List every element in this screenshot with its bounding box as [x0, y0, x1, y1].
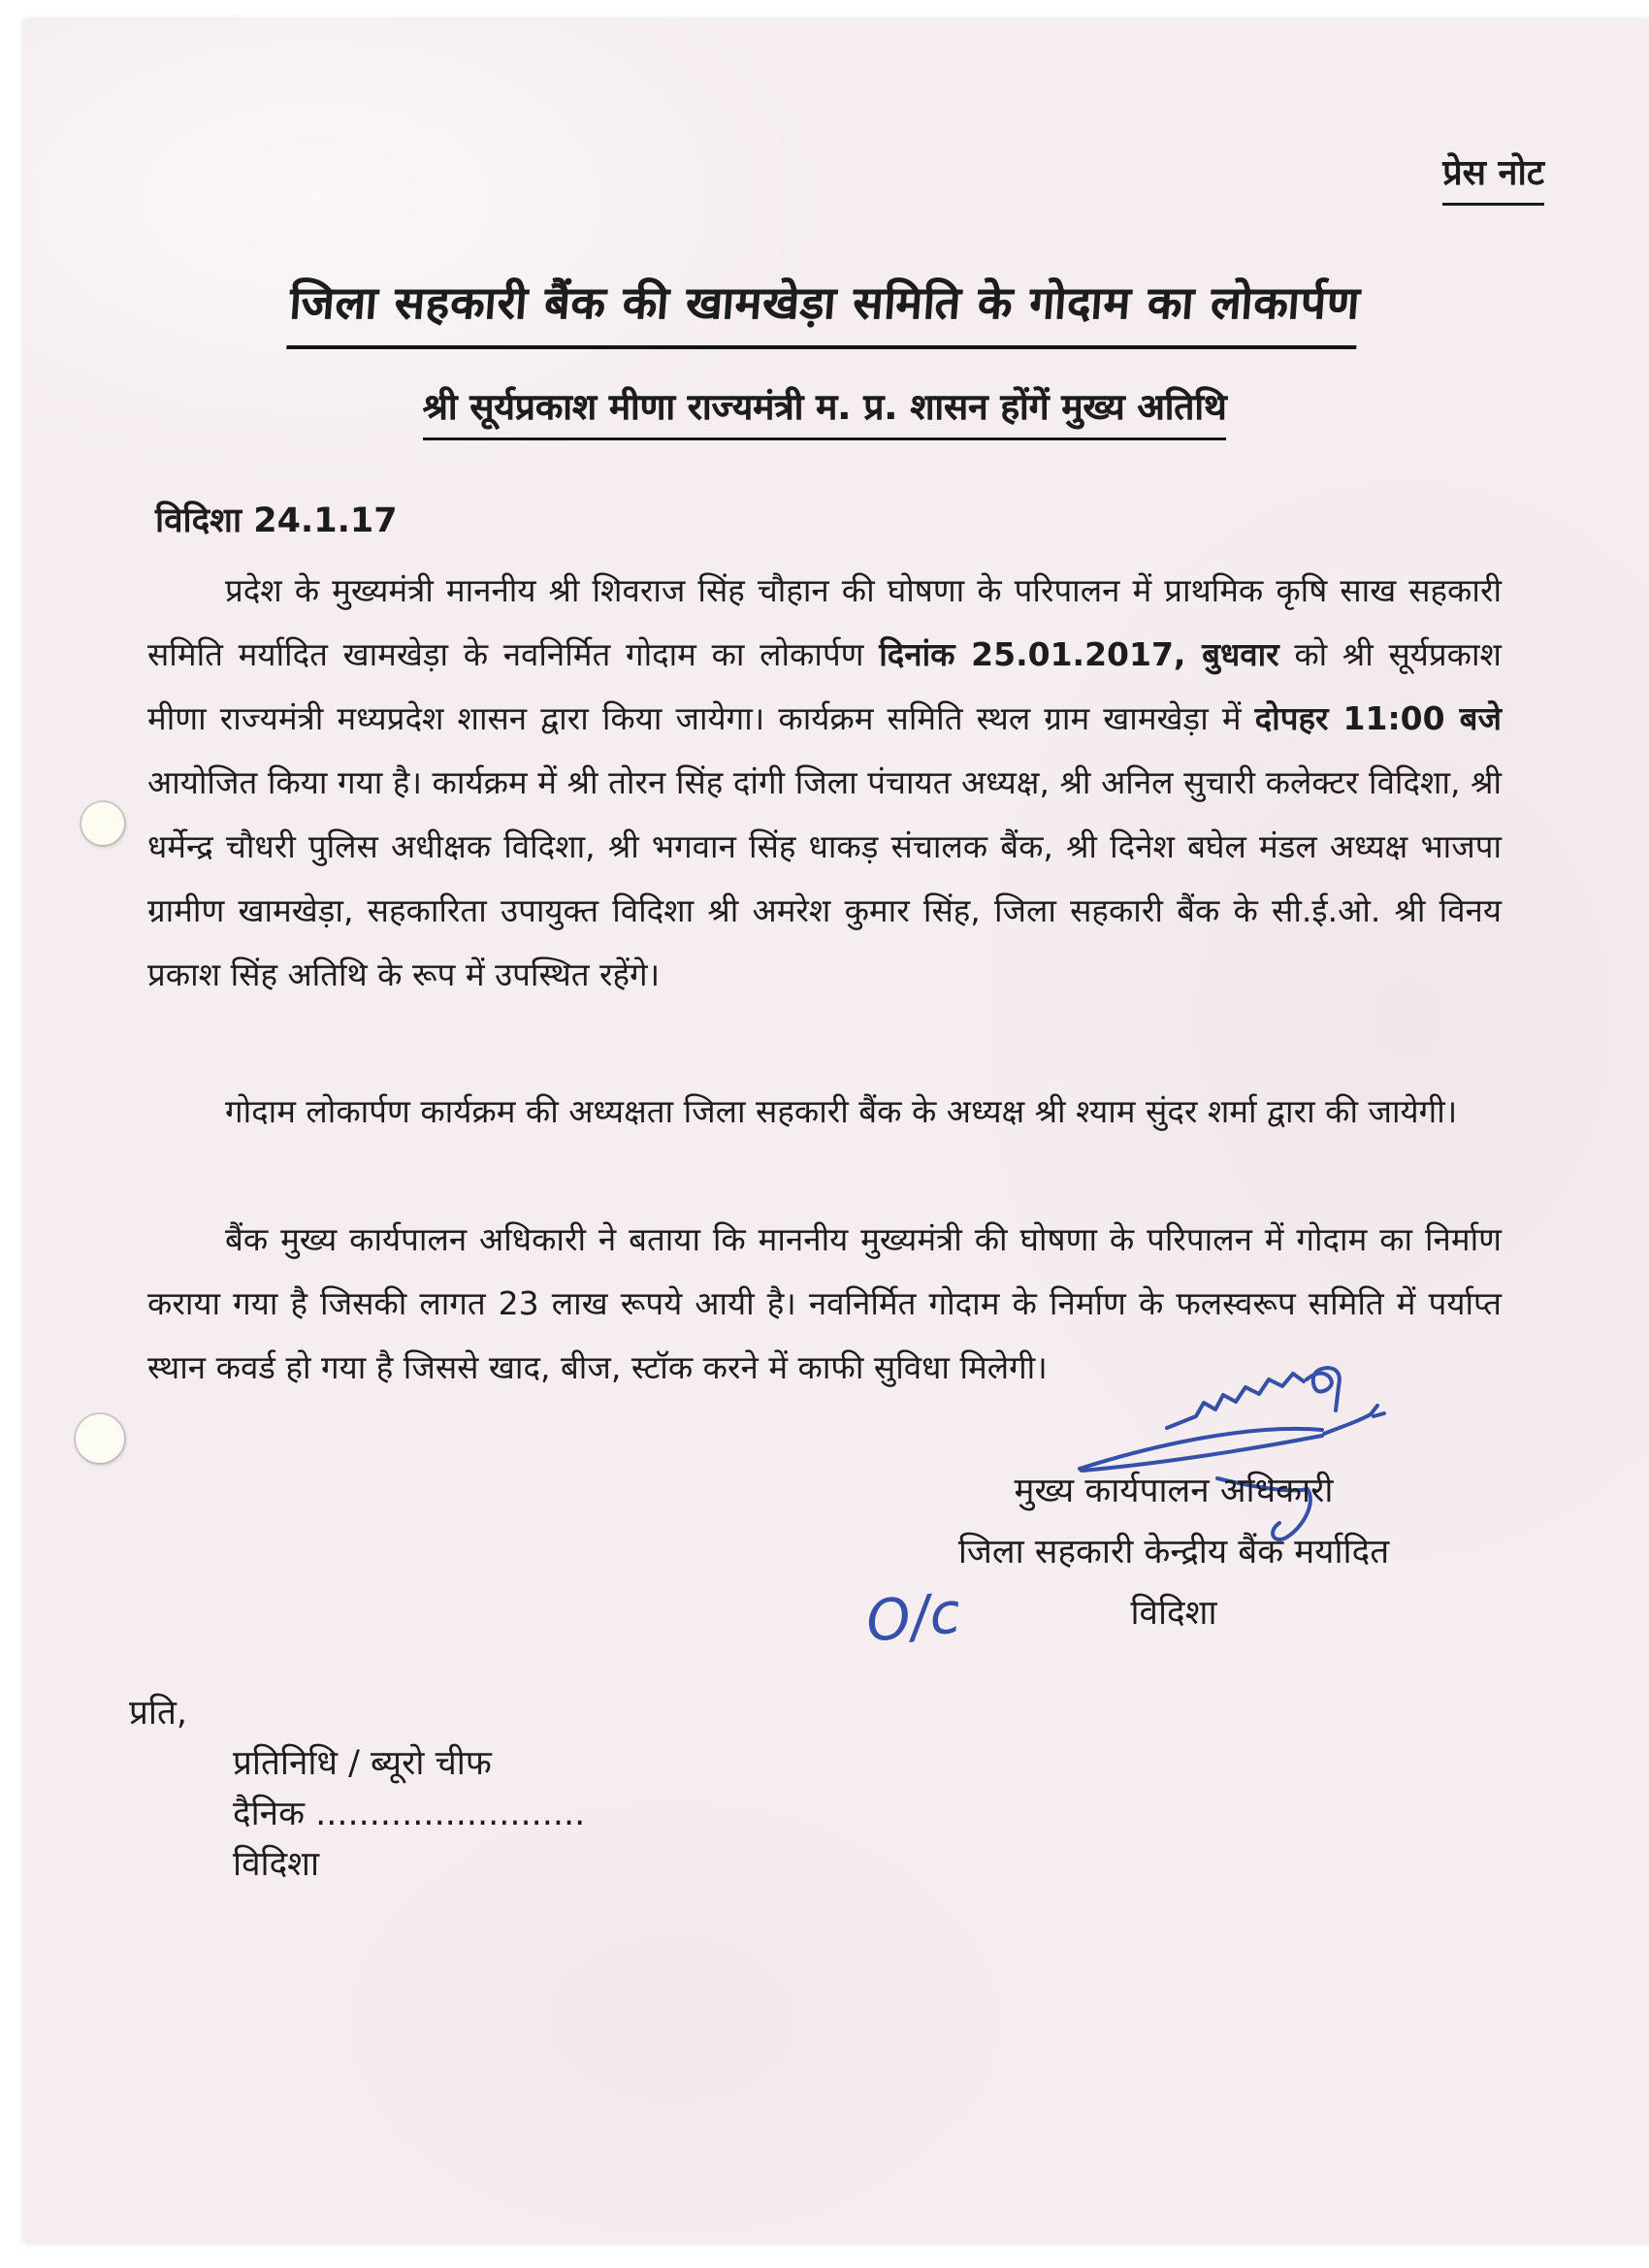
cc-block	[129, 1688, 585, 1890]
cc-place: विदिशा	[233, 1845, 320, 1884]
hole-punch-bottom	[76, 1414, 124, 1463]
signatory-place: विदिशा	[1130, 1594, 1217, 1633]
title-row	[0, 272, 1649, 349]
signatory-organization: जिला सहकारी केन्द्रीय बैंक मर्यादित	[957, 1533, 1390, 1571]
dateline: विदिशा 24.1.17	[155, 502, 398, 540]
body-paragraph-3: बैंक मुख्य कार्यपालन अधिकारी ने बताया कि माननीय मुख्यमंत्री की घोषणा के परिपालन में गोदाम का निर्माण कराया गया है जिसकी लागत 23 लाख रूपये आयी है। नवनिर्मित गोदाम के निर्माण के फलस्वरूप समिति में पर्याप्त स्थान कवर्ड हो गया है जिससे खाद, बीज, स्टॉक करने में काफी सुविधा मिलेगी।	[147, 1220, 1502, 1386]
subtitle-row	[0, 380, 1649, 440]
signature-block	[902, 1461, 1445, 1644]
document-title: जिला सहकारी बैंक की खामखेड़ा समिति के गोदाम का लोकार्पण	[286, 272, 1362, 349]
cc-recipient: प्रतिनिधि / ब्यूरो चीफ	[233, 1744, 492, 1783]
press-note-label: प्रेस नोट	[1442, 147, 1544, 206]
cc-daily-line: दैनिक .........................	[233, 1795, 586, 1833]
body-paragraph-1	[147, 559, 1502, 1007]
para1-segment-5: आयोजित किया गया है। कार्यक्रम में श्री तोरन सिंह दांगी जिला पंचायत अध्यक्ष, श्री अनिल सुचारी कलेक्टर विदिशा, श्री धर्मेन्द्र चौधरी पुलिस अधीक्षक विदिशा, श्री भगवान सिंह धाकड़ संचालक बैंक, श्री दिनेश बघेल मंडल अध्यक्ष भाजपा ग्रामीण खामखेड़ा, सहकारिता उपायुक्त विदिशा श्री अमरेश कुमार सिंह, जिला सहकारी बैंक के सी.ई.ओ. श्री विनय प्रकाश सिंह अतिथि के रूप में उपस्थित रहेंगे।	[147, 763, 1502, 993]
signatory-role: मुख्य कार्यपालन अधिकारी	[1014, 1472, 1334, 1510]
office-copy-handwritten-mark: O/c	[862, 1579, 964, 1655]
para1-segment-1: प्रदेश के मुख्यमंत्री माननीय श्री शिवराज सिंह चौहान की घोषणा के परिपालन में प्राथमिक कृषि साख सहकारी समिति मर्यादित खामखेड़ा के नवनिर्मित गोदाम का लोकार्पण	[147, 571, 1502, 673]
hole-punch-top	[81, 802, 124, 845]
para1-bold-date: दिनांक 25.01.2017, बुधवार	[879, 635, 1279, 673]
para1-bold-time: दोपहर 11:00 बजे	[1254, 699, 1503, 737]
document-subtitle: श्री सूर्यप्रकाश मीणा राज्यमंत्री म. प्र. शासन होंगें मुख्य अतिथि	[423, 380, 1227, 440]
para1-segment-3: को श्री सूर्यप्रकाश मीणा राज्यमंत्री मध्यप्रदेश शासन द्वारा किया जायेगा। कार्यक्रम समिति स्थल ग्राम खामखेड़ा में	[147, 635, 1502, 737]
body-paragraph-2: गोदाम लोकार्पण कार्यक्रम की अध्यक्षता जिला सहकारी बैंक के अध्यक्ष श्री श्याम सुंदर शर्मा द्वारा की जायेगी।	[225, 1092, 1458, 1130]
cc-to-label: प्रति,	[129, 1694, 188, 1733]
